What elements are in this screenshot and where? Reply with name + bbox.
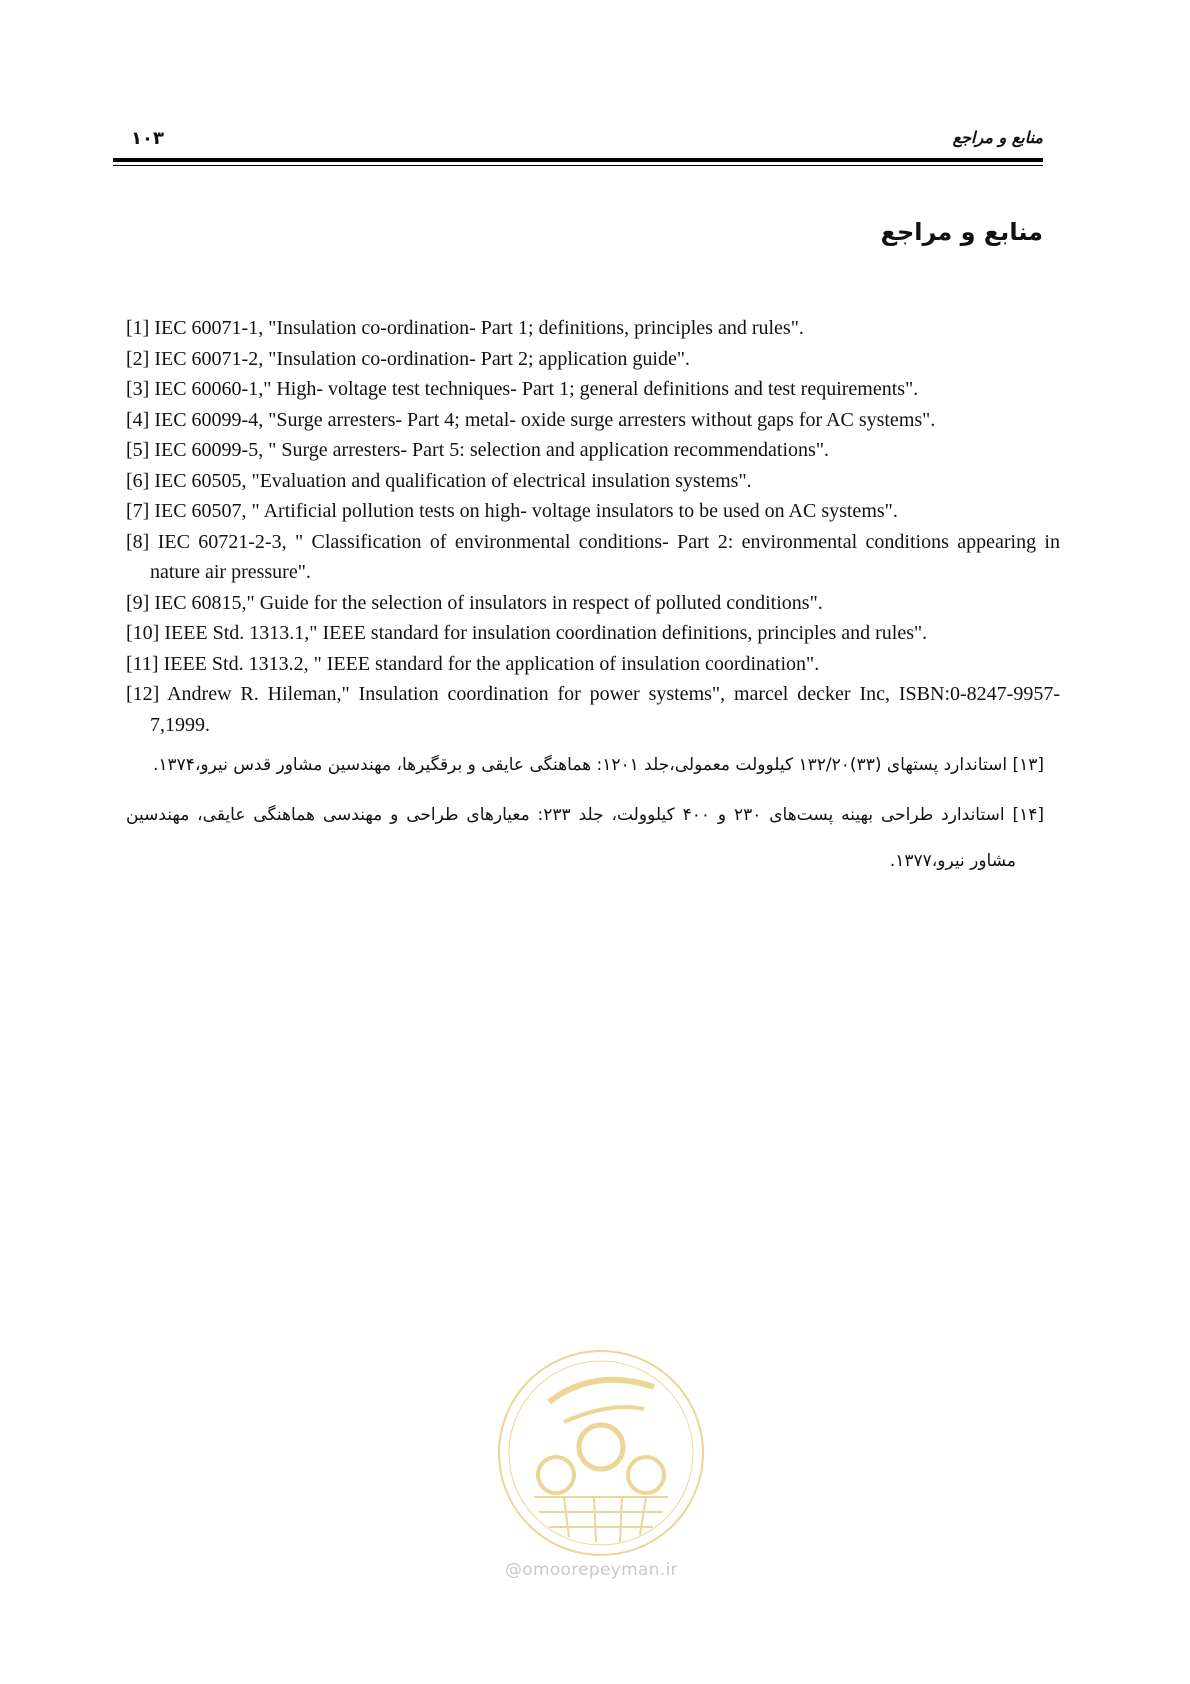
header-rule-thin [113, 165, 1043, 166]
reference-item: [2] IEC 60071-2, "Insulation co-ordination- Part 2; application guide". [126, 347, 690, 370]
reference-item: [6] IEC 60505, "Evaluation and qualification of electrical insulation systems". [126, 469, 752, 492]
reference-item: [1] IEC 60071-1, "Insulation co-ordination- Part 1; definitions, principles and rules". [126, 317, 804, 339]
references-en-list [126, 313, 1060, 740]
reference-item: [9] IEC 60815," Guide for the selection of insulators in respect of polluted conditions". [126, 591, 823, 614]
reference-item: [8] IEC 60721-2-3, " Classification of environmental conditions- Part 2: environmental conditions appearing in nature air pressure". [126, 530, 1060, 583]
reference-item: [4] IEC 60099-4, "Surge arresters- Part 4; metal- oxide surge arresters without gaps for AC systems". [126, 408, 936, 431]
reference-item: [۱۴] استاندارد طراحی بهینه پست‌های ۲۳۰ و ۴۰۰ کیلوولت، جلد ۲۳۳: معیارهای طراحی و مهندسی هماهنگی عایقی، مهندسین مشاور نیرو،۱۳۷۷. [126, 805, 1044, 871]
reference-item: [12] Andrew R. Hileman," Insulation coordination for power systems", marcel decker Inc, ISBN:0-8247-9957-7,1999. [126, 683, 1060, 736]
page-number: ۱۰۳ [131, 128, 164, 149]
reference-item: [3] IEC 60060-1," High- voltage test techniques- Part 1; general definitions and test requirements". [126, 378, 919, 400]
reference-item: [11] IEEE Std. 1313.2, " IEEE standard for the application of insulation coordination". [126, 652, 820, 675]
header-rule-thick [113, 158, 1043, 162]
watermark-site-text: @omoorepeyman.ir [505, 1560, 678, 1580]
section-heading: منابع و مراجع [880, 218, 1043, 246]
references-fa-list [126, 742, 1044, 888]
reference-item: [5] IEC 60099-5, " Surge arresters- Part 5: selection and application recommendations". [126, 439, 829, 461]
running-title: منابع و مراجع [952, 128, 1043, 147]
reference-item: [۱۳] استاندارد پستهای (۳۳)۱۳۲/۲۰ کیلوولت معمولی،جلد ۱۲۰۱: هماهنگی عایقی و برقگیرها، مهندسین مشاور قدس نیرو،۱۳۷۴. [153, 755, 1044, 775]
reference-item: [10] IEEE Std. 1313.1," IEEE standard for insulation coordination definitions, principles and rules". [126, 622, 928, 644]
gear-icon [579, 1425, 623, 1469]
page-header [113, 128, 1043, 152]
reference-item: [7] IEC 60507, " Artificial pollution tests on high- voltage insulators to be used on AC systems". [126, 500, 898, 522]
watermark-stamp-logo [494, 1347, 708, 1559]
